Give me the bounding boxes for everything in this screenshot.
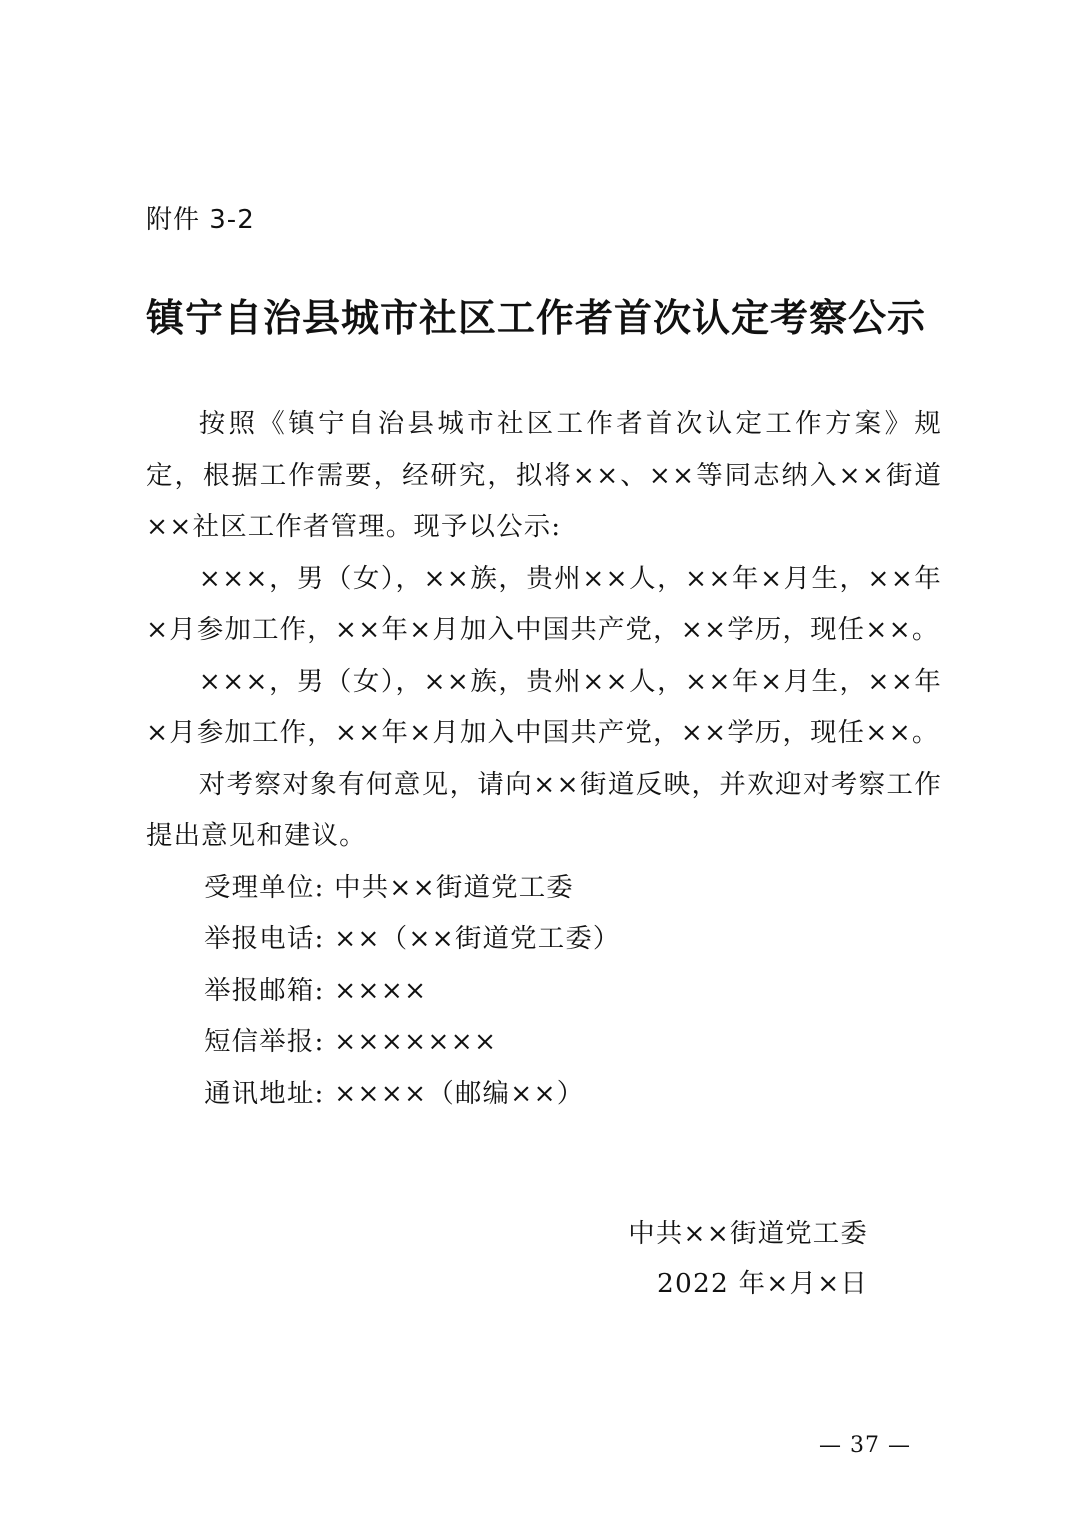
contact-unit: 受理单位: 中共××街道党工委 — [204, 871, 574, 903]
intro-paragraph: 按照《镇宁自治县城市社区工作者首次认定工作方案》规定，根据工作需要，经研究，拟将××、××等同志纳入××街道××社区工作者管理。现予以公示: — [146, 408, 942, 542]
candidate-paragraph-2: ×××，男（女），××族，贵州××人，××年×月生，××年×月参加工作，××年×月加入中国共产党，××学历，现任××。 — [146, 665, 942, 748]
feedback-paragraph: 对考察对象有何意见，请向××街道反映，并欢迎对考察工作提出意见和建议。 — [146, 768, 942, 851]
contact-phone: 举报电话: ××（××街道党工委） — [204, 923, 621, 954]
signature-date: 2022 年×月×日 — [657, 1268, 868, 1299]
document-body — [146, 398, 942, 1119]
page-title: 镇宁自治县城市社区工作者首次认定考察公示 — [146, 295, 927, 340]
attachment-label: 附件 3-2 — [146, 205, 255, 235]
contact-address: 通讯地址: ××××（邮编××） — [204, 1077, 585, 1109]
candidate-paragraph-1: ×××，男（女），××族，贵州××人，××年×月生，××年×月参加工作，××年×月加入中国共产党，××学历，现任××。 — [146, 562, 942, 645]
page-number: — 37 — — [819, 1433, 911, 1458]
contact-email: 举报邮箱: ×××× — [204, 974, 428, 1006]
signature-block — [608, 1209, 868, 1309]
contact-sms: 短信举报: ××××××× — [204, 1026, 498, 1057]
signature-organization: 中共××街道党工委 — [628, 1218, 868, 1249]
